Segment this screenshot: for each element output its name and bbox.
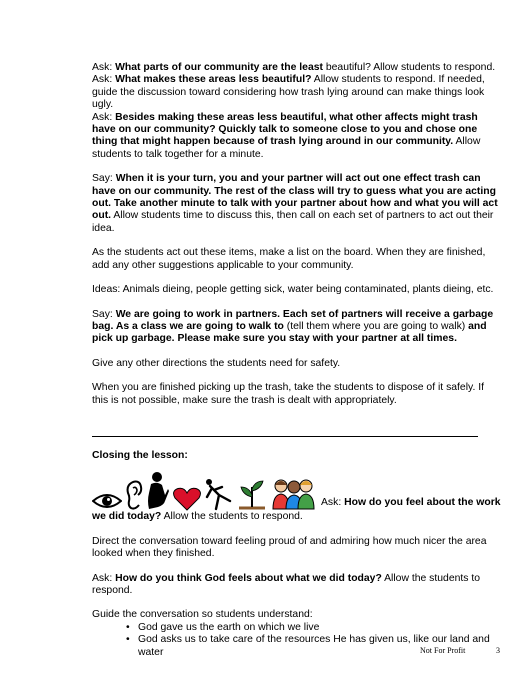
text-run: As the students act out these items, make a list on the board. When they are finished, add any other suggestions applicable to your community. (92, 247, 486, 271)
bold-text: How do you think God feels about what we did today? (115, 572, 382, 584)
text-run: Allow students to respond. If needed, guide the discussion toward considering how trash lying around can make things look ugly. (92, 74, 485, 111)
closing-paragraph (92, 573, 502, 598)
eye-icon (92, 491, 122, 511)
children-icon (270, 477, 316, 511)
paragraph (92, 358, 502, 370)
bold-text: We are going to work in partners. Each set of partners will receive a garbage bag. As a class we are going to walk to (92, 308, 494, 332)
bullet-item: • God asks us to take care of the resources He has given us, like our land and water (138, 634, 502, 659)
bold-text: How do you feel about the work (344, 497, 501, 508)
sprout-icon (237, 477, 267, 511)
heart-icon (173, 487, 201, 511)
paragraph (92, 112, 502, 162)
bullet-item: • God gave us the earth on which we live (138, 622, 502, 634)
text-run: beautiful? Allow students to respond. (322, 62, 496, 73)
paragraph (92, 284, 502, 296)
text-run: Ideas: Animals dieing, people getting sick, water being contaminated, plants dieing, etc. (92, 284, 494, 296)
paragraph (92, 309, 502, 346)
document-body (92, 62, 502, 419)
paragraph (92, 382, 502, 407)
bold-text: Besides making these areas less beautiful, what other affects might trash have on our community? Quickly talk to someone close to you and chose one thing that might happen because of trash lying around in our community. (92, 111, 478, 148)
page-number: 3 (496, 646, 500, 655)
paragraph (92, 62, 502, 74)
ear-icon (125, 479, 143, 511)
praying-person-icon (146, 471, 170, 511)
text-run: Allow students time to discuss this, then call on each set of partners to act out their idea. (92, 210, 494, 234)
text-run: Ask: (92, 111, 116, 123)
closing-paragraph (92, 536, 502, 561)
text-run: Allow the students to respond. (161, 511, 303, 523)
text-run: Say: (92, 308, 116, 320)
bold-text: What makes these areas less beautiful? (115, 74, 312, 86)
text-run: Ask: (92, 74, 116, 86)
text-run: (tell them where you are going to walk) (283, 320, 469, 332)
closing-paragraphs (92, 536, 502, 598)
text-run: Say: (92, 173, 116, 185)
closing-ask-continuation (92, 511, 502, 523)
text-run: Direct the conversation toward feeling proud of and admiring how much nicer the area looked when they finished. (92, 535, 487, 560)
paragraph (92, 74, 502, 111)
text-run: Ask: (321, 497, 345, 508)
text-run: When you are finished picking up the trash, take the students to dispose of it safely. If this is not possible, make sure the trash is dealt with appropriately. (92, 382, 484, 406)
sensory-icons-row (92, 465, 502, 511)
bold-text: we did today? (92, 511, 162, 523)
closing-ask-start (321, 497, 501, 511)
text-run: Ask: (92, 572, 116, 584)
section-divider (92, 436, 478, 437)
closing-section (92, 450, 502, 659)
bold-text: and pick up garbage. Please make sure you stay with your partner at all times. (92, 320, 487, 345)
footer-text: Not For Profit (420, 646, 466, 655)
paragraph (92, 247, 502, 272)
text-run: Ask: (92, 62, 116, 73)
paragraph (92, 173, 502, 235)
text-run: Give any other directions the students need for safety. (92, 357, 341, 369)
stretching-person-icon (204, 477, 234, 511)
guide-text: Guide the conversation so students understand: (92, 609, 313, 621)
text-run: Allow students to talk together for a minute. (92, 136, 481, 160)
closing-title: Closing the lesson: (92, 450, 188, 461)
bold-text: When it is your turn, you and your partner will act out one effect trash can have on our community. The rest of the class will try to guess what you are acting out. Take another minute to talk with your partner about how and what you will act out. (92, 173, 498, 222)
bold-text: What parts of our community are the least (115, 62, 323, 73)
text-run: Allow the students to respond. (92, 572, 481, 597)
